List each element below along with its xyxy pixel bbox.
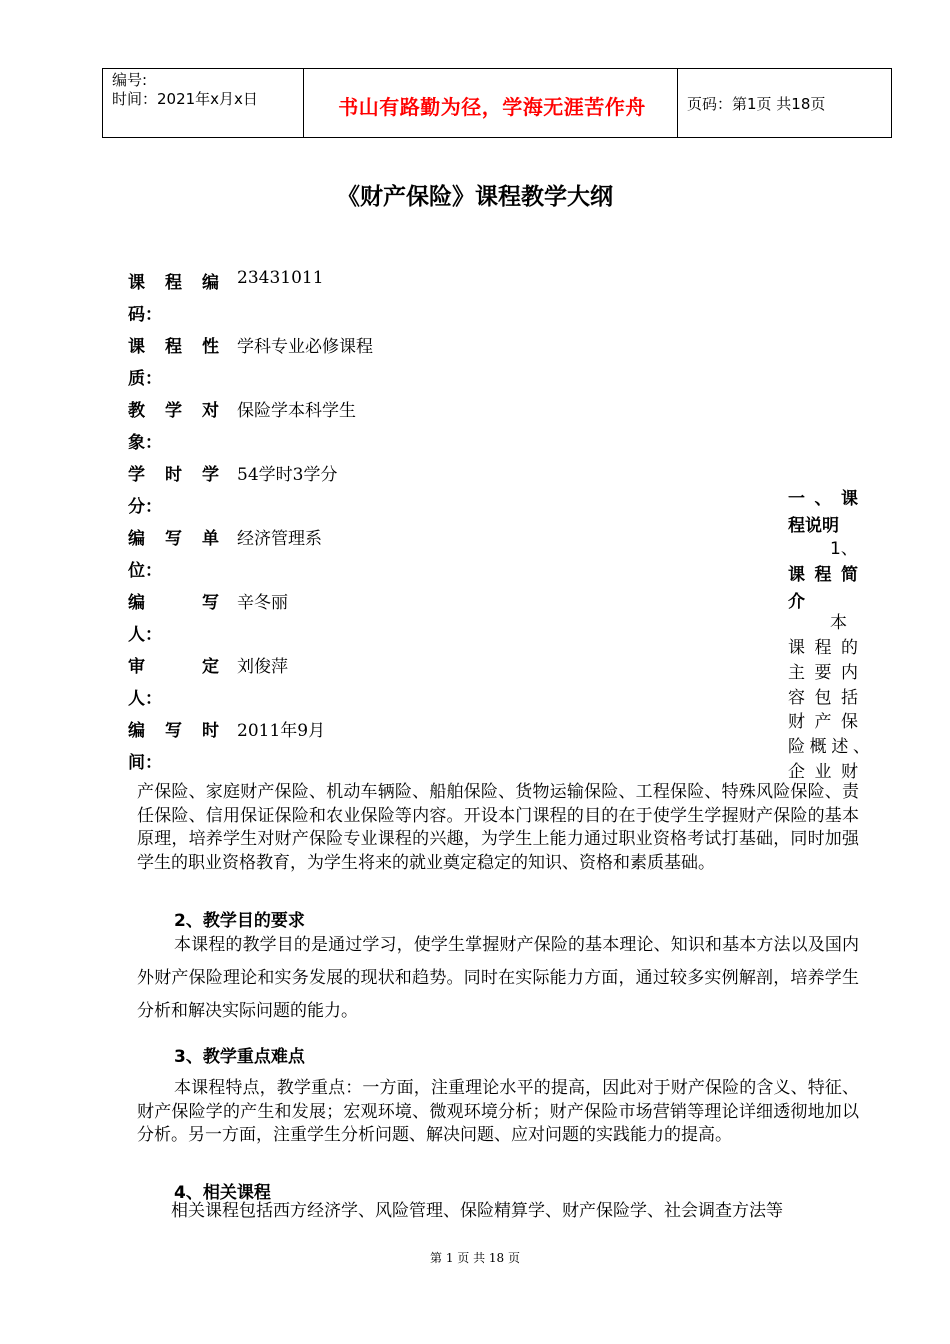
side-char: 课 [788,638,805,658]
side-char: 险 [788,737,805,758]
info-label-tail: 位： [128,561,162,581]
side-char: 包 [814,687,832,708]
info-value: 23431011 [237,268,324,288]
info-value: 2011年9月 [237,721,326,741]
header-page: 页码：第1页 共18页 [687,95,826,113]
info-label-tail: 码： [128,305,162,325]
info-label-char: 定 [202,657,219,677]
side-char: 、 [852,737,870,758]
subsection1-number: 1、 [830,539,858,559]
side-char: 课 [788,565,805,585]
side-body-line [788,633,858,658]
info-value: 刘俊萍 [237,657,288,677]
info-label [128,716,220,741]
info-value: 学科专业必修课程 [237,337,373,357]
info-label [128,268,220,293]
info-label-char [165,652,183,677]
info-label-tail: 间： [128,753,162,773]
info-label-char: 课 [128,337,145,357]
info-value: 辛冬丽 [237,593,288,613]
info-value: 保险学本科学生 [237,401,356,421]
header-meta [112,71,258,109]
side-body-line [788,732,870,757]
side-char: 财 [841,762,858,782]
info-label [128,332,220,357]
side-char: 主 [788,662,805,683]
info-label-char: 对 [202,401,219,421]
header-number: 编号: [112,71,148,89]
info-label-char: 程 [165,337,182,357]
info-value: 54学时3学分 [237,465,338,485]
info-label-char: 性 [202,337,219,357]
info-label-char: 教 [128,401,145,421]
intro-first-char: 本 [830,613,847,633]
info-label [128,524,220,549]
info-label-char: 写 [165,529,182,549]
side-char: 概 [809,737,827,758]
side-char: 、 [814,489,832,509]
info-label-tail: 象： [128,433,162,453]
side-char: 企 [788,762,805,782]
side-char: 括 [841,687,858,708]
info-label-tail: 人： [128,689,162,709]
info-label-char: 程 [165,273,182,293]
info-label-char: 学 [165,401,182,421]
side-char: 业 [814,762,832,782]
side-char: 产 [814,712,832,733]
info-label-char: 时 [202,721,219,741]
info-label-char: 学 [128,465,145,485]
section3-body: 本课程特点，教学重点：一方面，注重理论水平的提高，因此对于财产保险的含义、特征、财产保险学的产生和发展；宏观环境、微观环境分析；财产保险市场营销等理论详细透彻地加以分析。另一方面，注重学生分析问题、解决问题、应对问题的实践能力的提高。 [137,1078,859,1145]
side-char: 要 [814,662,832,683]
side-char: 课 [841,489,858,509]
side-char: 程 [814,565,832,585]
section2-body: 本课程的教学目的是通过学习，使学生掌握财产保险的基本理论、知识和基本方法以及国内外财产保险理论和实务发展的现状和趋势。同时在实际能力方面，通过较多实例解剖，培养学生分析和解决实际问题的能力。 [137,935,859,1021]
info-label-char: 编 [128,593,145,613]
side-body-line [788,707,858,732]
side-char: 一 [788,489,805,509]
info-label-char: 课 [128,273,145,293]
side-body-line [788,683,858,708]
page-footer: 第 1 页 共 18 页 [430,1251,520,1265]
subsection1-title: 课 程 简 介 [788,560,858,612]
info-label [128,460,220,485]
side-char: 容 [788,687,805,708]
info-label [128,652,220,677]
info-label-char: 写 [202,593,219,613]
info-label-char: 编 [202,273,219,293]
info-label-char: 写 [165,721,182,741]
document-title: 《财产保险》课程教学大纲 [337,184,613,210]
info-label-char: 编 [128,721,145,741]
side-body-line [788,658,858,683]
section2-heading: 2、教学目的要求 [174,911,305,931]
info-label-char: 编 [128,529,145,549]
section3-heading: 3、教学重点难点 [174,1047,305,1067]
info-label-char: 学 [202,465,219,485]
info-label [128,588,220,613]
section1-heading: 一 、 课 程说明 [788,484,858,536]
header-motto: 书山有路勤为径，学海无涯苦作舟 [338,95,646,119]
info-label-char: 时 [165,465,182,485]
info-value: 经济管理系 [237,529,322,549]
info-label-tail: 分： [128,497,162,517]
side-char: 保 [841,712,858,733]
side-char: 内 [841,662,858,683]
side-char: 财 [788,712,805,733]
info-label-tail: 人： [128,625,162,645]
info-label-char: 单 [202,529,219,549]
header-table [102,68,892,138]
intro-paragraph: 产保险、家庭财产保险、机动车辆险、船舶保险、货物运输保险、工程保险、特殊风险保险、责任保险、信用保证保险和农业保险等内容。开设本门课程的目的在于使学生学握财产保险的基本原理，培养学生对财产保险专业课程的兴趣，为学生上能力通过职业资格考试打基础，同时加强学生的职业资格教育，为学生将来的就业奠定稳定的知识、资格和素质基础。 [137,782,859,873]
info-label-char: 审 [128,657,145,677]
side-char: 述 [831,737,849,758]
section4-heading: 4、相关课程 [174,1183,271,1203]
info-label [128,396,220,421]
header-time: 时间：2021年x月x日 [112,90,258,108]
section4-body: 相关课程包括西方经济学、风险管理、保险精算学、财产保险学、社会调查方法等 [171,1201,783,1221]
info-label-tail: 质： [128,369,162,389]
side-body-line [788,757,858,782]
side-char: 的 [841,638,858,658]
info-label-char [165,588,183,613]
side-char: 简 [841,565,858,585]
side-char: 程 [814,638,832,658]
